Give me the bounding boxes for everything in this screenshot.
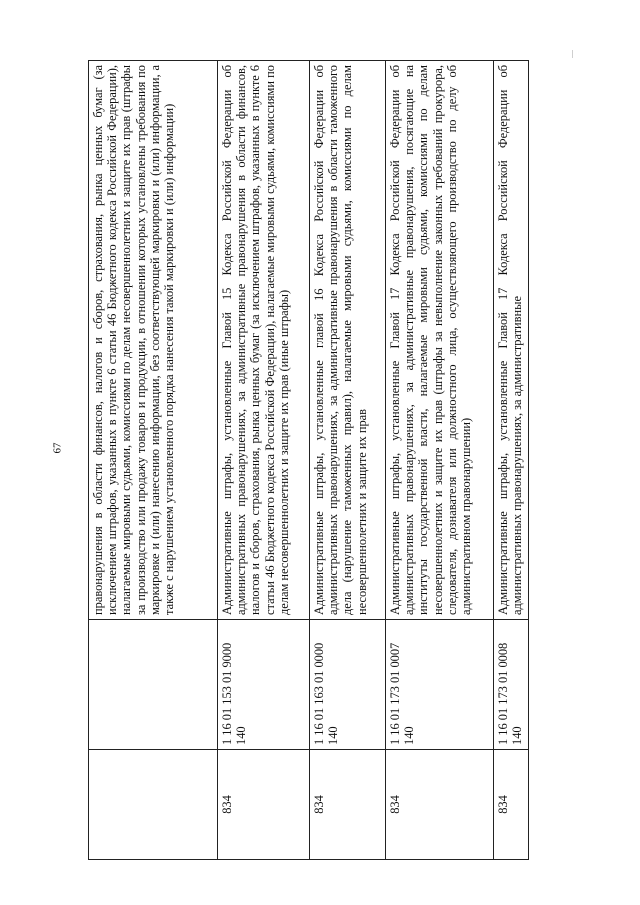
- description-cell: правонарушения в области финансов, налогов и сборов, страхования, рынка ценных бумаг (за исключением штрафов, указанных в пункте 6 статьи 46 Бюджетного кодекса Российской Федерации), налагаемые мировыми судьями, комиссиями по делам несовершеннолетних и защите их прав (штрафы за производство или продажу товаров и продукции, в отношении которых установлены требования по маркировке и (или) нанесению информации, без соответствующей маркировки и (или) информации, а также с нарушением установленного порядка нанесения такой маркировки и (или) информации): [89, 61, 218, 620]
- kbk-code-cell: 1 16 01 163 01 0000 140: [310, 620, 386, 750]
- admin-code-cell: [89, 750, 218, 860]
- description-cell: Административные штрафы, установленные Главой 15 Кодекса Российской Федерации об административных правонарушениях, за административные правонарушения в области финансов, налогов и сборов, страхования, рынка ценных бумаг (за исключением штрафов, указанных в пункте 6 статьи 46 Бюджетного кодекса Российской Федерации), налагаемые мировыми судьями, комиссиями по делам несовершеннолетних и защите их прав (иные штрафы): [218, 61, 310, 620]
- description-cell: Административные штрафы, установленные главой 16 Кодекса Российской Федерации об административных правонарушениях, за административные правонарушения в области таможенного дела (нарушение таможенных правил), налагаемые мировыми судьями, комиссиями по делам несовершеннолетних и защите их прав: [310, 61, 386, 620]
- admin-code-cell: 834: [386, 750, 494, 860]
- kbk-code-cell: 1 16 01 173 01 0008 140: [494, 620, 529, 750]
- rotated-page-content: [88, 60, 576, 860]
- description-cell: Административные штрафы, установленные Главой 17 Кодекса Российской Федерации об административных правонарушениях, за административные правонарушения, посягающие на институты государственной власти, налагаемые мировыми судьями, комиссиями по делам несовершеннолетних и защите их прав (штрафы за невыполнение законных требований прокурора, следователя, дознавателя или должностного лица, осуществляющего производство по делу об административном правонарушении): [386, 61, 494, 620]
- table-row: [386, 61, 494, 860]
- admin-code-cell: 834: [310, 750, 386, 860]
- table-row: [310, 61, 386, 860]
- kbk-code-cell: 1 16 01 173 01 0007 140: [386, 620, 494, 750]
- admin-code-cell: 834: [218, 750, 310, 860]
- budget-classification-table: [88, 60, 529, 860]
- scan-artifact: [572, 50, 573, 58]
- kbk-code-cell: [89, 620, 218, 750]
- table-row: [89, 61, 218, 860]
- admin-code-cell: 834: [494, 750, 529, 860]
- description-cell: Административные штрафы, установленные Главой 17 Кодекса Российской Федерации об административных правонарушениях, за административные: [494, 61, 529, 620]
- table-row: [494, 61, 529, 860]
- table-row: [218, 61, 310, 860]
- kbk-code-cell: 1 16 01 153 01 9000 140: [218, 620, 310, 750]
- page-number: 67: [51, 442, 64, 454]
